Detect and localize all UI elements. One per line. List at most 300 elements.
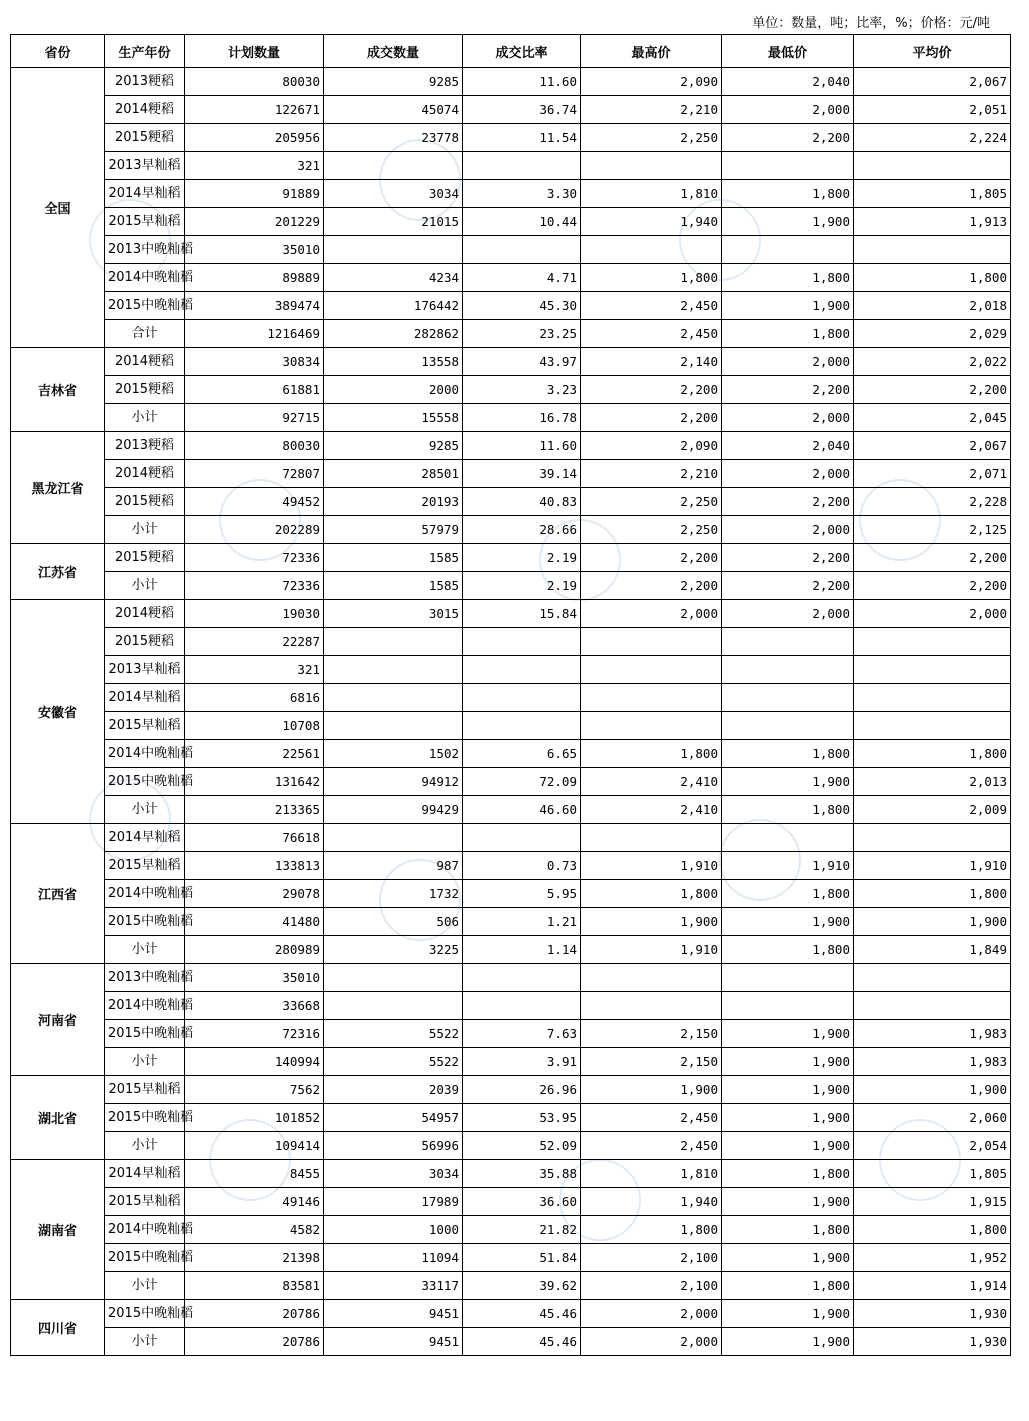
max-price-cell: 2,000	[581, 1300, 722, 1328]
year-type-cell: 2015早籼稻	[105, 208, 185, 236]
traded-qty-cell	[324, 712, 463, 740]
max-price-cell	[581, 628, 722, 656]
trade-rate-cell	[463, 824, 581, 852]
avg-price-cell	[854, 656, 1011, 684]
avg-price-cell	[854, 684, 1011, 712]
col-planned: 计划数量	[185, 35, 324, 68]
max-price-cell: 2,450	[581, 292, 722, 320]
planned-qty-cell: 22287	[185, 628, 324, 656]
year-type-cell: 小计	[105, 796, 185, 824]
max-price-cell: 2,210	[581, 96, 722, 124]
max-price-cell: 1,800	[581, 264, 722, 292]
planned-qty-cell: 101852	[185, 1104, 324, 1132]
avg-price-cell: 1,900	[854, 1076, 1011, 1104]
table-row	[11, 628, 1011, 656]
max-price-cell: 2,410	[581, 768, 722, 796]
year-type-cell: 2014早籼稻	[105, 1160, 185, 1188]
trade-rate-cell	[463, 656, 581, 684]
trade-rate-cell: 36.60	[463, 1188, 581, 1216]
col-max-price: 最高价	[581, 35, 722, 68]
max-price-cell: 1,910	[581, 936, 722, 964]
planned-qty-cell: 202289	[185, 516, 324, 544]
max-price-cell: 1,900	[581, 1076, 722, 1104]
trade-rate-cell: 45.46	[463, 1328, 581, 1356]
planned-qty-cell: 92715	[185, 404, 324, 432]
table-row	[11, 1300, 1011, 1328]
min-price-cell	[722, 656, 854, 684]
avg-price-cell	[854, 992, 1011, 1020]
traded-qty-cell: 33117	[324, 1272, 463, 1300]
trade-rate-cell: 45.30	[463, 292, 581, 320]
trade-rate-cell	[463, 964, 581, 992]
max-price-cell: 1,800	[581, 740, 722, 768]
min-price-cell: 1,800	[722, 264, 854, 292]
table-row	[11, 68, 1011, 96]
trade-rate-cell: 15.84	[463, 600, 581, 628]
planned-qty-cell: 20786	[185, 1300, 324, 1328]
planned-qty-cell: 20786	[185, 1328, 324, 1356]
min-price-cell: 2,000	[722, 460, 854, 488]
province-cell: 江西省	[11, 824, 105, 964]
planned-qty-cell: 6816	[185, 684, 324, 712]
max-price-cell: 2,200	[581, 572, 722, 600]
year-type-cell: 2013粳稻	[105, 432, 185, 460]
min-price-cell: 1,900	[722, 1328, 854, 1356]
traded-qty-cell: 5522	[324, 1020, 463, 1048]
table-row	[11, 264, 1011, 292]
avg-price-cell: 2,018	[854, 292, 1011, 320]
province-cell: 湖北省	[11, 1076, 105, 1160]
trade-rate-cell	[463, 236, 581, 264]
traded-qty-cell	[324, 824, 463, 852]
traded-qty-cell: 94912	[324, 768, 463, 796]
avg-price-cell	[854, 236, 1011, 264]
planned-qty-cell: 89889	[185, 264, 324, 292]
trade-rate-cell: 45.46	[463, 1300, 581, 1328]
trade-rate-cell: 52.09	[463, 1132, 581, 1160]
avg-price-cell: 2,013	[854, 768, 1011, 796]
max-price-cell	[581, 656, 722, 684]
trade-rate-cell: 72.09	[463, 768, 581, 796]
trade-rate-cell: 43.97	[463, 348, 581, 376]
table-row	[11, 768, 1011, 796]
traded-qty-cell	[324, 964, 463, 992]
avg-price-cell: 2,228	[854, 488, 1011, 516]
planned-qty-cell: 205956	[185, 124, 324, 152]
table-row	[11, 432, 1011, 460]
min-price-cell: 1,800	[722, 936, 854, 964]
trade-rate-cell: 0.73	[463, 852, 581, 880]
table-row	[11, 600, 1011, 628]
planned-qty-cell: 35010	[185, 236, 324, 264]
min-price-cell	[722, 152, 854, 180]
traded-qty-cell: 1502	[324, 740, 463, 768]
max-price-cell: 2,200	[581, 544, 722, 572]
planned-qty-cell: 4582	[185, 1216, 324, 1244]
planned-qty-cell: 30834	[185, 348, 324, 376]
table-row	[11, 124, 1011, 152]
avg-price-cell	[854, 964, 1011, 992]
traded-qty-cell: 1732	[324, 880, 463, 908]
year-type-cell: 2014中晚籼稻	[105, 1216, 185, 1244]
table-row	[11, 1216, 1011, 1244]
planned-qty-cell: 122671	[185, 96, 324, 124]
traded-qty-cell: 23778	[324, 124, 463, 152]
year-type-cell: 2014粳稻	[105, 600, 185, 628]
max-price-cell: 2,450	[581, 1104, 722, 1132]
year-type-cell: 小计	[105, 1048, 185, 1076]
planned-qty-cell: 41480	[185, 908, 324, 936]
min-price-cell: 1,800	[722, 1272, 854, 1300]
trade-rate-cell: 26.96	[463, 1076, 581, 1104]
year-type-cell: 小计	[105, 1272, 185, 1300]
table-row	[11, 1272, 1011, 1300]
avg-price-cell: 2,125	[854, 516, 1011, 544]
traded-qty-cell: 9451	[324, 1328, 463, 1356]
year-type-cell: 2015粳稻	[105, 488, 185, 516]
planned-qty-cell: 83581	[185, 1272, 324, 1300]
max-price-cell: 1,900	[581, 908, 722, 936]
avg-price-cell: 1,800	[854, 1216, 1011, 1244]
year-type-cell: 2014中晚籼稻	[105, 740, 185, 768]
avg-price-cell: 1,910	[854, 852, 1011, 880]
province-cell: 河南省	[11, 964, 105, 1076]
province-cell: 江苏省	[11, 544, 105, 600]
year-type-cell: 2013中晚籼稻	[105, 236, 185, 264]
year-type-cell: 2015早籼稻	[105, 712, 185, 740]
planned-qty-cell: 35010	[185, 964, 324, 992]
min-price-cell: 2,200	[722, 124, 854, 152]
traded-qty-cell: 9285	[324, 432, 463, 460]
max-price-cell: 2,090	[581, 68, 722, 96]
col-year: 生产年份	[105, 35, 185, 68]
avg-price-cell: 1,930	[854, 1328, 1011, 1356]
planned-qty-cell: 131642	[185, 768, 324, 796]
max-price-cell: 2,200	[581, 376, 722, 404]
max-price-cell	[581, 152, 722, 180]
year-type-cell: 2014粳稻	[105, 348, 185, 376]
max-price-cell	[581, 684, 722, 712]
table-row	[11, 152, 1011, 180]
traded-qty-cell: 2000	[324, 376, 463, 404]
table-row	[11, 404, 1011, 432]
planned-qty-cell: 109414	[185, 1132, 324, 1160]
year-type-cell: 2015中晚籼稻	[105, 292, 185, 320]
max-price-cell: 2,150	[581, 1020, 722, 1048]
table-row	[11, 1132, 1011, 1160]
min-price-cell: 1,900	[722, 908, 854, 936]
min-price-cell	[722, 712, 854, 740]
max-price-cell: 2,000	[581, 1328, 722, 1356]
traded-qty-cell: 1585	[324, 572, 463, 600]
traded-qty-cell: 282862	[324, 320, 463, 348]
min-price-cell	[722, 992, 854, 1020]
max-price-cell: 2,090	[581, 432, 722, 460]
max-price-cell: 1,940	[581, 208, 722, 236]
min-price-cell: 1,900	[722, 1188, 854, 1216]
max-price-cell: 1,910	[581, 852, 722, 880]
trade-rate-cell: 46.60	[463, 796, 581, 824]
max-price-cell: 2,450	[581, 320, 722, 348]
traded-qty-cell: 11094	[324, 1244, 463, 1272]
trade-rate-cell: 39.14	[463, 460, 581, 488]
year-type-cell: 2014粳稻	[105, 460, 185, 488]
traded-qty-cell	[324, 152, 463, 180]
traded-qty-cell: 9451	[324, 1300, 463, 1328]
traded-qty-cell: 1585	[324, 544, 463, 572]
avg-price-cell: 1,983	[854, 1020, 1011, 1048]
table-row	[11, 1020, 1011, 1048]
avg-price-cell: 2,200	[854, 544, 1011, 572]
trade-rate-cell: 2.19	[463, 572, 581, 600]
max-price-cell: 2,250	[581, 124, 722, 152]
traded-qty-cell: 21015	[324, 208, 463, 236]
unit-note: 单位：数量，吨；比率，%；价格：元/吨	[752, 16, 990, 31]
planned-qty-cell: 22561	[185, 740, 324, 768]
year-type-cell: 2014早籼稻	[105, 684, 185, 712]
year-type-cell: 2015中晚籼稻	[105, 1104, 185, 1132]
trade-rate-cell: 28.66	[463, 516, 581, 544]
avg-price-cell: 2,000	[854, 600, 1011, 628]
trade-rate-cell: 35.88	[463, 1160, 581, 1188]
min-price-cell: 1,800	[722, 180, 854, 208]
trade-rate-cell: 3.23	[463, 376, 581, 404]
traded-qty-cell: 17989	[324, 1188, 463, 1216]
trade-rate-cell	[463, 628, 581, 656]
table-row	[11, 796, 1011, 824]
avg-price-cell: 1,915	[854, 1188, 1011, 1216]
min-price-cell: 2,000	[722, 348, 854, 376]
min-price-cell: 2,000	[722, 404, 854, 432]
avg-price-cell	[854, 712, 1011, 740]
year-type-cell: 2014早籼稻	[105, 824, 185, 852]
header-row	[11, 35, 1011, 68]
table-row	[11, 572, 1011, 600]
table-row	[11, 964, 1011, 992]
year-type-cell: 2015早籼稻	[105, 852, 185, 880]
year-type-cell: 2015中晚籼稻	[105, 1300, 185, 1328]
min-price-cell: 1,900	[722, 1048, 854, 1076]
table-row	[11, 908, 1011, 936]
min-price-cell: 1,900	[722, 1300, 854, 1328]
trade-rate-cell: 53.95	[463, 1104, 581, 1132]
year-type-cell: 2015中晚籼稻	[105, 908, 185, 936]
max-price-cell	[581, 712, 722, 740]
avg-price-cell: 1,805	[854, 1160, 1011, 1188]
max-price-cell: 2,100	[581, 1272, 722, 1300]
avg-price-cell: 1,914	[854, 1272, 1011, 1300]
avg-price-cell: 1,930	[854, 1300, 1011, 1328]
trade-rate-cell: 21.82	[463, 1216, 581, 1244]
year-type-cell: 2015粳稻	[105, 124, 185, 152]
min-price-cell: 2,040	[722, 68, 854, 96]
year-type-cell: 合计	[105, 320, 185, 348]
trade-rate-cell	[463, 152, 581, 180]
trade-rate-cell: 1.14	[463, 936, 581, 964]
min-price-cell: 1,800	[722, 880, 854, 908]
max-price-cell: 2,450	[581, 1132, 722, 1160]
avg-price-cell: 1,952	[854, 1244, 1011, 1272]
year-type-cell: 2015中晚籼稻	[105, 1244, 185, 1272]
year-type-cell: 2015粳稻	[105, 544, 185, 572]
avg-price-cell: 1,800	[854, 880, 1011, 908]
avg-price-cell: 1,849	[854, 936, 1011, 964]
avg-price-cell: 1,983	[854, 1048, 1011, 1076]
avg-price-cell	[854, 628, 1011, 656]
year-type-cell: 2014早籼稻	[105, 180, 185, 208]
table-row	[11, 544, 1011, 572]
year-type-cell: 2015中晚籼稻	[105, 768, 185, 796]
table-row	[11, 460, 1011, 488]
trade-rate-cell: 11.60	[463, 68, 581, 96]
planned-qty-cell: 19030	[185, 600, 324, 628]
min-price-cell: 1,800	[722, 740, 854, 768]
min-price-cell: 1,900	[722, 1104, 854, 1132]
table-row	[11, 740, 1011, 768]
year-type-cell: 2015早籼稻	[105, 1076, 185, 1104]
planned-qty-cell: 140994	[185, 1048, 324, 1076]
year-type-cell: 2015粳稻	[105, 628, 185, 656]
trade-rate-cell: 11.54	[463, 124, 581, 152]
traded-qty-cell: 3015	[324, 600, 463, 628]
trade-rate-cell: 16.78	[463, 404, 581, 432]
year-type-cell: 2015早籼稻	[105, 1188, 185, 1216]
min-price-cell	[722, 964, 854, 992]
avg-price-cell	[854, 152, 1011, 180]
min-price-cell: 2,200	[722, 376, 854, 404]
planned-qty-cell: 33668	[185, 992, 324, 1020]
planned-qty-cell: 321	[185, 656, 324, 684]
trade-rate-cell: 40.83	[463, 488, 581, 516]
min-price-cell: 1,900	[722, 292, 854, 320]
planned-qty-cell: 389474	[185, 292, 324, 320]
table-row	[11, 516, 1011, 544]
traded-qty-cell: 57979	[324, 516, 463, 544]
max-price-cell: 2,140	[581, 348, 722, 376]
province-cell: 吉林省	[11, 348, 105, 432]
avg-price-cell: 2,022	[854, 348, 1011, 376]
min-price-cell: 1,900	[722, 1132, 854, 1160]
traded-qty-cell: 3034	[324, 1160, 463, 1188]
col-min-price: 最低价	[722, 35, 854, 68]
traded-qty-cell: 99429	[324, 796, 463, 824]
planned-qty-cell: 80030	[185, 432, 324, 460]
trade-rate-cell: 3.30	[463, 180, 581, 208]
max-price-cell	[581, 236, 722, 264]
planned-qty-cell: 72336	[185, 544, 324, 572]
col-traded: 成交数量	[324, 35, 463, 68]
avg-price-cell: 2,029	[854, 320, 1011, 348]
max-price-cell	[581, 964, 722, 992]
trade-rate-cell: 23.25	[463, 320, 581, 348]
table-row	[11, 852, 1011, 880]
trade-rate-cell: 51.84	[463, 1244, 581, 1272]
table-row	[11, 348, 1011, 376]
avg-price-cell: 1,805	[854, 180, 1011, 208]
min-price-cell: 1,900	[722, 1076, 854, 1104]
year-type-cell: 2015中晚籼稻	[105, 1020, 185, 1048]
year-type-cell: 2014中晚籼稻	[105, 264, 185, 292]
table-row	[11, 180, 1011, 208]
planned-qty-cell: 10708	[185, 712, 324, 740]
min-price-cell: 2,000	[722, 96, 854, 124]
year-type-cell: 小计	[105, 1132, 185, 1160]
planned-qty-cell: 49452	[185, 488, 324, 516]
min-price-cell: 1,800	[722, 1216, 854, 1244]
min-price-cell: 1,800	[722, 796, 854, 824]
traded-qty-cell: 45074	[324, 96, 463, 124]
traded-qty-cell: 987	[324, 852, 463, 880]
trade-rate-cell: 36.74	[463, 96, 581, 124]
table-row	[11, 936, 1011, 964]
table-row	[11, 320, 1011, 348]
year-type-cell: 2015粳稻	[105, 376, 185, 404]
traded-qty-cell: 56996	[324, 1132, 463, 1160]
trade-rate-cell: 1.21	[463, 908, 581, 936]
trade-rate-cell: 10.44	[463, 208, 581, 236]
avg-price-cell: 1,913	[854, 208, 1011, 236]
avg-price-cell: 2,051	[854, 96, 1011, 124]
traded-qty-cell: 20193	[324, 488, 463, 516]
trade-rate-cell: 6.65	[463, 740, 581, 768]
avg-price-cell: 1,800	[854, 264, 1011, 292]
traded-qty-cell: 506	[324, 908, 463, 936]
planned-qty-cell: 321	[185, 152, 324, 180]
trade-rate-cell: 5.95	[463, 880, 581, 908]
traded-qty-cell: 3225	[324, 936, 463, 964]
max-price-cell: 1,940	[581, 1188, 722, 1216]
min-price-cell	[722, 236, 854, 264]
table-row	[11, 376, 1011, 404]
max-price-cell: 2,410	[581, 796, 722, 824]
year-type-cell: 小计	[105, 936, 185, 964]
province-cell: 黑龙江省	[11, 432, 105, 544]
table-row	[11, 880, 1011, 908]
avg-price-cell: 2,067	[854, 432, 1011, 460]
year-type-cell: 2013中晚籼稻	[105, 964, 185, 992]
year-type-cell: 2013早籼稻	[105, 152, 185, 180]
trade-rate-cell: 2.19	[463, 544, 581, 572]
planned-qty-cell: 61881	[185, 376, 324, 404]
traded-qty-cell	[324, 236, 463, 264]
col-province: 省份	[11, 35, 105, 68]
avg-price-cell: 2,200	[854, 572, 1011, 600]
traded-qty-cell: 9285	[324, 68, 463, 96]
planned-qty-cell: 133813	[185, 852, 324, 880]
planned-qty-cell: 1216469	[185, 320, 324, 348]
planned-qty-cell: 72316	[185, 1020, 324, 1048]
traded-qty-cell	[324, 992, 463, 1020]
max-price-cell: 2,250	[581, 516, 722, 544]
year-type-cell: 2014中晚籼稻	[105, 880, 185, 908]
table-row	[11, 656, 1011, 684]
avg-price-cell: 2,200	[854, 376, 1011, 404]
traded-qty-cell: 13558	[324, 348, 463, 376]
planned-qty-cell: 91889	[185, 180, 324, 208]
traded-qty-cell: 54957	[324, 1104, 463, 1132]
avg-price-cell: 1,900	[854, 908, 1011, 936]
avg-price-cell: 2,071	[854, 460, 1011, 488]
avg-price-cell: 2,224	[854, 124, 1011, 152]
min-price-cell: 2,000	[722, 516, 854, 544]
max-price-cell: 2,210	[581, 460, 722, 488]
min-price-cell: 1,800	[722, 320, 854, 348]
traded-qty-cell	[324, 628, 463, 656]
avg-price-cell: 2,054	[854, 1132, 1011, 1160]
planned-qty-cell: 280989	[185, 936, 324, 964]
table-row	[11, 824, 1011, 852]
min-price-cell: 2,000	[722, 600, 854, 628]
